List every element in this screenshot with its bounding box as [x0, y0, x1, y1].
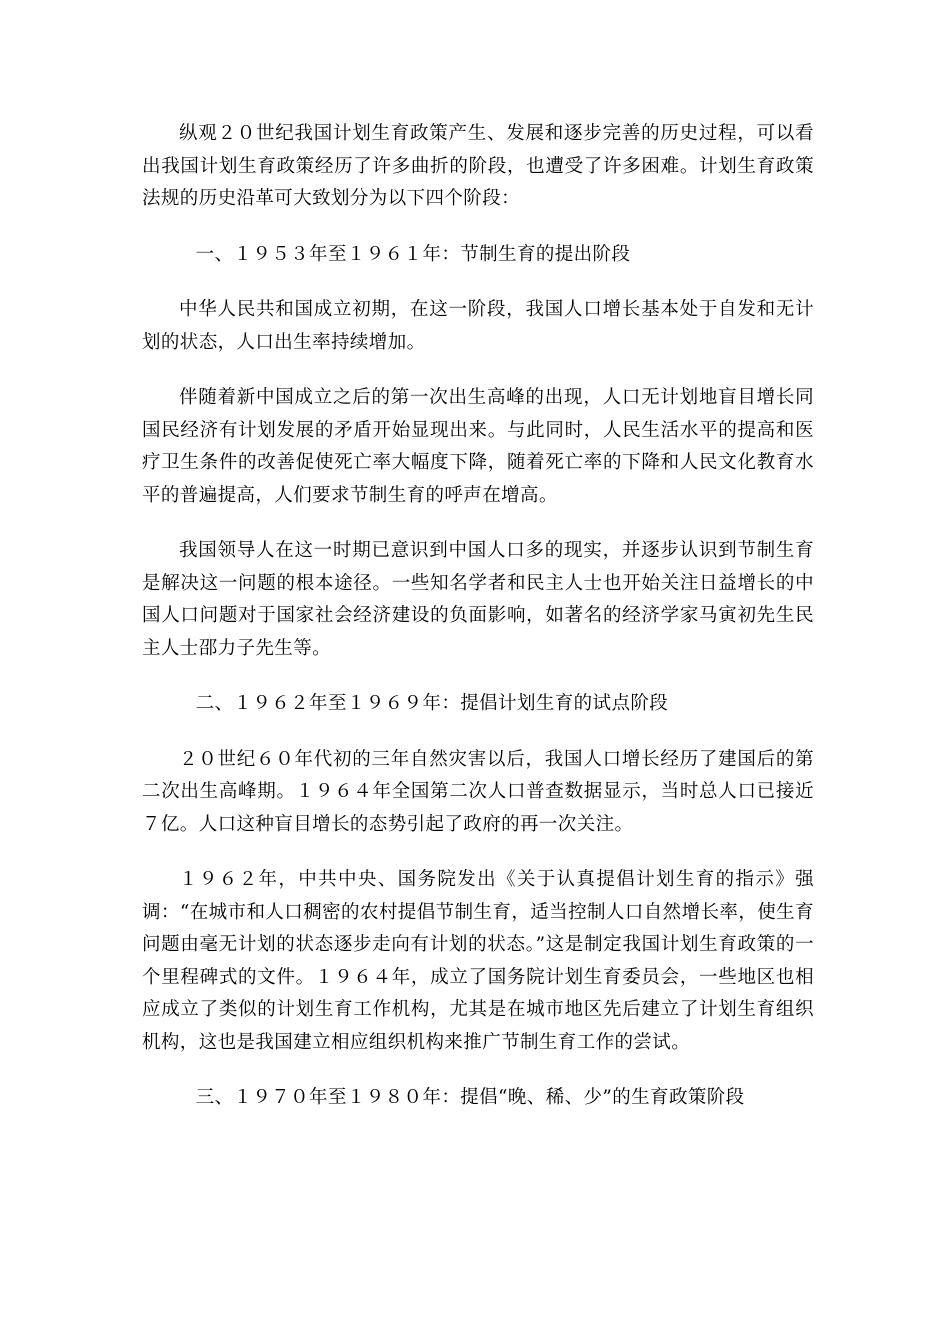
spacer — [142, 1059, 814, 1082]
paragraph: 伴随着新中国成立之后的第一次出生高峰的出现，人口无计划地盲目增长同国民经济有计划发展的矛盾开始显现出来。与此同时，人民生活水平的提高和医疗卫生条件的改善促使死亡率大幅度下降，随着死亡率的下降和人民文化教育水平的普遍提高，人们要求节制生育的呼声在增高。 — [142, 387, 814, 506]
paragraph: 中华人民共和国成立初期，在这一阶段，我国人口增长基本处于自发和无计划的状态，人口出生率持续增加。 — [142, 299, 814, 353]
paragraph: １９６２年，中共中央、国务院发出《关于认真提倡计划生育的指示》强调：“在城市和人口稠密的农村提倡节制生育，适当控制人口自然增长率，使生育问题由毫无计划的状态逐步走向有计划的状态。”这是制定我国计划生育政策的一个里程碑式的文件。１９６４年，成立了国务院计划生育委员会，一些地区也相应成立了类似的计划生育工作机构，尤其是在城市地区先后建立了计划生育组织机构，这也是我国建立相应组织机构来推广节制生育工作的尝试。 — [142, 869, 814, 1053]
spacer — [142, 216, 814, 239]
section-heading-3: 三、１９７０年至１９８０年：提倡“晚、稀、少”的生育政策阶段 — [195, 1087, 745, 1108]
spacer — [142, 721, 814, 744]
intro-paragraph: 纵观２０世纪我国计划生育政策产生、发展和逐步完善的历史过程，可以看出我国计划生育政策经历了许多曲折的阶段，也遭受了许多困难。计划生育政策法规的历史沿革可大致划分为以下四个阶段： — [142, 123, 814, 209]
section-heading-1: 一、１９５３年至１９６１年：节制生育的提出阶段 — [195, 243, 631, 265]
document-body — [142, 118, 814, 1115]
section-heading-2: 二、１９６２年至１９６９年：提倡计划生育的试点阶段 — [195, 693, 669, 714]
spacer — [142, 665, 814, 688]
paragraph: ２０世纪６０年代初的三年自然灾害以后，我国人口增长经历了建国后的第二次出生高峰期。１９６４年全国第二次人口普查数据显示，当时总人口已接近７亿。人口这种盲目增长的态势引起了政府的再一次关注。 — [142, 748, 814, 835]
paragraph: 我国领导人在这一时期已意识到中国人口多的现实，并逐步认识到节制生育是解决这一问题的根本途径。一些知名学者和民主人士也开始关注日益增长的中国人口问题对于国家社会经济建设的负面影响，如著名的经济学家马寅初先生民主人士邵力子先生等。 — [142, 540, 814, 659]
spacer — [142, 271, 814, 294]
